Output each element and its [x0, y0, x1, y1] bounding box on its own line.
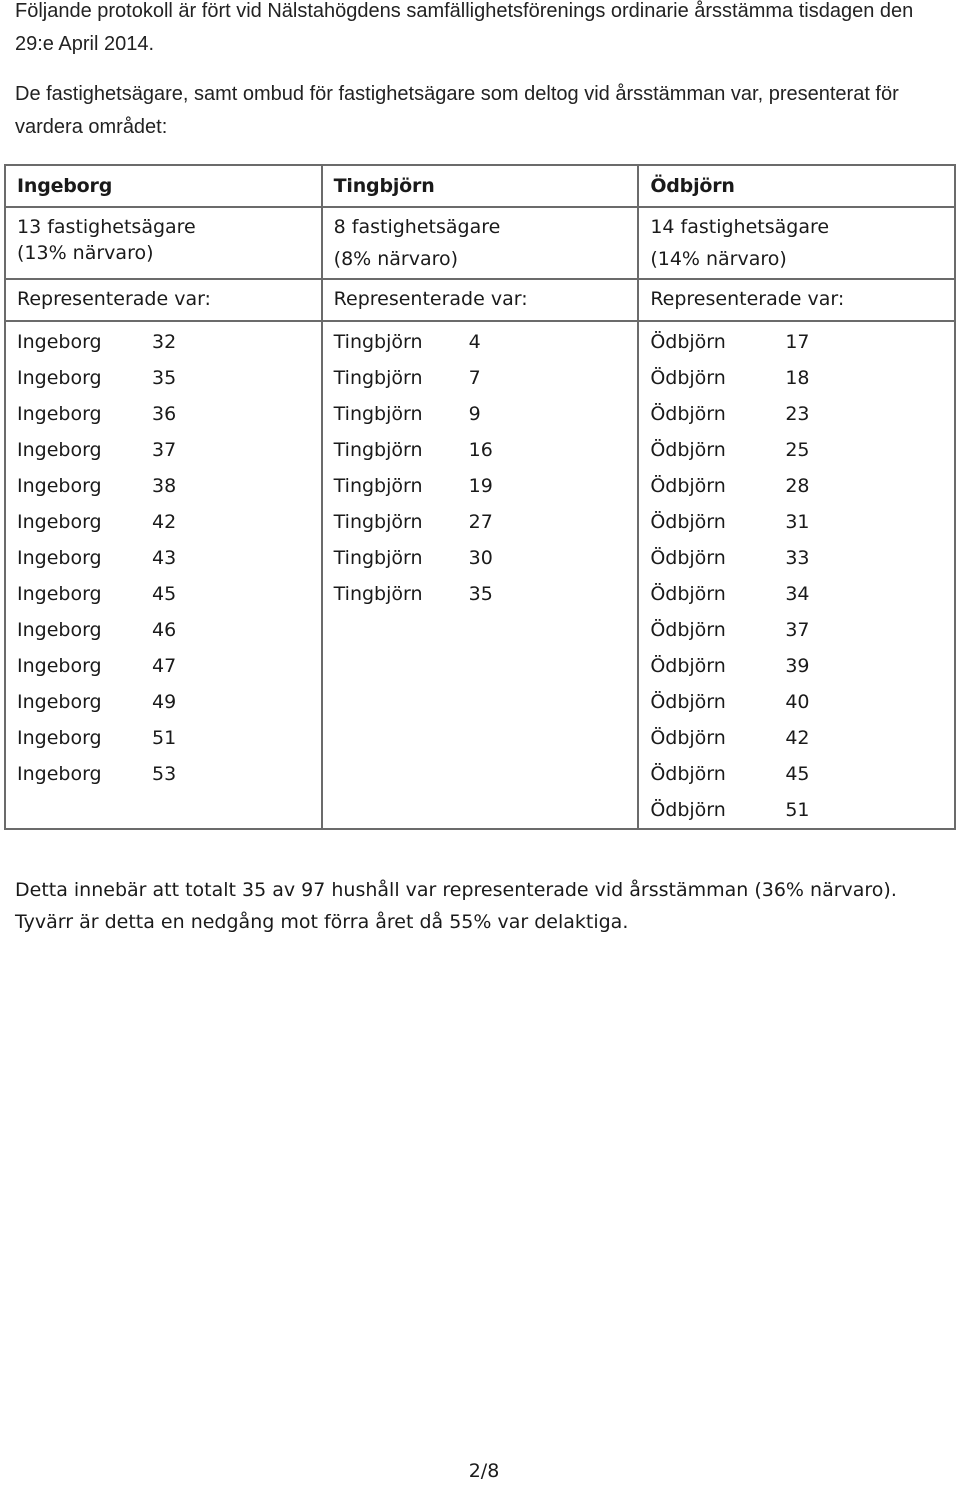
- list-item: [17, 756, 321, 792]
- property-name: Ingeborg: [17, 475, 102, 497]
- property-name: Ödbjörn: [650, 475, 726, 497]
- property-number: 47: [152, 655, 177, 677]
- property-number: 42: [152, 511, 177, 533]
- owner-count-ingeborg: 13 fastighetsägare: [17, 216, 196, 238]
- property-name: Tingbjörn: [333, 583, 423, 605]
- property-number: 28: [785, 475, 810, 497]
- property-name: Ödbjörn: [650, 655, 726, 677]
- property-number: 18: [785, 367, 810, 389]
- list-item: [17, 360, 321, 396]
- property-number: 51: [152, 727, 177, 749]
- property-number: 17: [785, 331, 810, 353]
- list-item: [334, 576, 638, 612]
- property-name: Ingeborg: [17, 655, 102, 677]
- list-item: [650, 468, 954, 504]
- property-number: 30: [468, 547, 493, 569]
- list-item: [334, 504, 638, 540]
- property-name: Tingbjörn: [333, 367, 423, 389]
- represented-label-ingeborg: Representerade var:: [17, 288, 211, 310]
- property-number: 38: [152, 475, 177, 497]
- list-item: [17, 540, 321, 576]
- header-cell-tingbjorn: [322, 165, 639, 207]
- property-number: 39: [785, 655, 810, 677]
- property-name: Ödbjörn: [650, 763, 726, 785]
- owner-count-row: [5, 207, 955, 279]
- property-number: 51: [785, 799, 810, 821]
- property-name: Ödbjörn: [650, 547, 726, 569]
- property-name: Ödbjörn: [650, 403, 726, 425]
- property-name: Ödbjörn: [650, 331, 726, 353]
- property-number: 23: [785, 403, 810, 425]
- list-item: [650, 648, 954, 684]
- property-number: 33: [785, 547, 810, 569]
- list-item: [650, 324, 954, 360]
- list-item: [17, 576, 321, 612]
- property-name: Ingeborg: [17, 439, 102, 461]
- represented-label-tingbjorn: Representerade var:: [333, 288, 528, 310]
- property-number: 9: [468, 403, 481, 425]
- property-number: 45: [785, 763, 810, 785]
- list-item: [334, 396, 638, 432]
- represented-label-row: [5, 279, 955, 321]
- property-name: Ödbjörn: [650, 691, 726, 713]
- list-item: [650, 720, 954, 756]
- property-number: 32: [152, 331, 177, 353]
- property-name: Ödbjörn: [650, 583, 726, 605]
- list-item: [334, 468, 638, 504]
- intro-paragraph-2: De fastighetsägare, samt ombud för fastighetsägare som deltog vid årsstämman var, presenterat för vardera området:: [15, 83, 899, 138]
- property-number: 4: [468, 331, 481, 353]
- property-name: Ingeborg: [17, 331, 102, 353]
- property-list-ingeborg: [17, 324, 321, 792]
- property-list-odbjorn: [650, 324, 954, 828]
- list-item: [17, 468, 321, 504]
- intro-paragraph-1: Följande protokoll är fört vid Nälstahögdens samfällighetsförenings ordinarie årsstämma tisdagen den 29:e April 2014.: [15, 0, 914, 55]
- represented-cell-ingeborg: [5, 279, 322, 321]
- property-name: Tingbjörn: [333, 439, 423, 461]
- property-number: 27: [468, 511, 493, 533]
- property-number: 37: [152, 439, 177, 461]
- property-name: Ingeborg: [17, 547, 102, 569]
- property-name: Tingbjörn: [333, 511, 423, 533]
- property-list-tingbjorn: [334, 324, 638, 612]
- property-number: 53: [152, 763, 177, 785]
- header-cell-ingeborg: [5, 165, 322, 207]
- count-cell-ingeborg: [5, 207, 322, 279]
- header-cell-odbjorn: [638, 165, 955, 207]
- list-item: [650, 792, 954, 828]
- property-name: Ingeborg: [17, 403, 102, 425]
- page-number: 2/8: [468, 1460, 500, 1482]
- list-item: [650, 504, 954, 540]
- property-name: Tingbjörn: [333, 331, 423, 353]
- property-name: Tingbjörn: [333, 475, 423, 497]
- property-number: 36: [152, 403, 177, 425]
- property-number: 45: [152, 583, 177, 605]
- property-name: Ingeborg: [17, 583, 102, 605]
- count-cell-tingbjorn: [322, 207, 639, 279]
- column-header-tingbjorn: Tingbjörn: [333, 175, 435, 197]
- property-number: 40: [785, 691, 810, 713]
- property-number: 43: [152, 547, 177, 569]
- property-number: 19: [468, 475, 493, 497]
- attendance-table: [4, 164, 956, 830]
- list-item: [650, 396, 954, 432]
- represented-cell-odbjorn: [638, 279, 955, 321]
- property-name: Ingeborg: [17, 691, 102, 713]
- list-item: [650, 360, 954, 396]
- property-name: Ingeborg: [17, 763, 102, 785]
- property-name: Ödbjörn: [650, 799, 726, 821]
- list-cell-odbjorn: [638, 321, 955, 829]
- list-item: [17, 720, 321, 756]
- property-number: 25: [785, 439, 810, 461]
- list-item: [650, 432, 954, 468]
- list-cell-tingbjorn: [322, 321, 639, 829]
- property-number: 35: [152, 367, 177, 389]
- property-number: 37: [785, 619, 810, 641]
- list-item: [650, 540, 954, 576]
- property-name: Ingeborg: [17, 511, 102, 533]
- list-item: [334, 324, 638, 360]
- owner-count-odbjorn: 14 fastighetsägare: [650, 216, 830, 238]
- property-name: Ödbjörn: [650, 439, 726, 461]
- property-number: 16: [468, 439, 493, 461]
- property-number: 7: [468, 367, 481, 389]
- list-item: [650, 576, 954, 612]
- list-item: [17, 684, 321, 720]
- property-number: 31: [785, 511, 810, 533]
- property-name: Ödbjörn: [650, 511, 726, 533]
- list-item: [334, 540, 638, 576]
- list-item: [17, 648, 321, 684]
- list-item: [17, 432, 321, 468]
- list-item: [17, 612, 321, 648]
- property-name: Ödbjörn: [650, 727, 726, 749]
- property-list-row: [5, 321, 955, 829]
- table-header-row: [5, 165, 955, 207]
- property-name: Ingeborg: [17, 367, 102, 389]
- property-number: 34: [785, 583, 810, 605]
- property-name: Ödbjörn: [650, 367, 726, 389]
- attendance-ingeborg: (13% närvaro): [17, 242, 154, 264]
- column-header-ingeborg: Ingeborg: [17, 175, 113, 197]
- property-name: Ingeborg: [17, 727, 102, 749]
- list-cell-ingeborg: [5, 321, 322, 829]
- property-number: 46: [152, 619, 177, 641]
- list-item: [17, 324, 321, 360]
- property-number: 35: [468, 583, 493, 605]
- attendance-odbjorn: (14% närvaro): [650, 248, 787, 270]
- represented-cell-tingbjorn: [322, 279, 639, 321]
- summary-paragraph: Detta innebär att totalt 35 av 97 hushåll var representerade vid årsstämman (36% närvaro). Tyvärr är detta en nedgång mot förra året då 55% var delaktiga.: [15, 879, 897, 933]
- list-item: [650, 612, 954, 648]
- list-item: [17, 396, 321, 432]
- list-item: [334, 360, 638, 396]
- property-name: Ingeborg: [17, 619, 102, 641]
- property-name: Tingbjörn: [333, 547, 423, 569]
- attendance-tingbjorn: (8% närvaro): [333, 248, 459, 270]
- owner-count-tingbjorn: 8 fastighetsägare: [333, 216, 501, 238]
- list-item: [17, 504, 321, 540]
- list-item: [650, 756, 954, 792]
- property-name: Tingbjörn: [333, 403, 423, 425]
- list-item: [650, 684, 954, 720]
- column-header-odbjorn: Ödbjörn: [650, 175, 735, 197]
- list-item: [334, 432, 638, 468]
- property-name: Ödbjörn: [650, 619, 726, 641]
- property-number: 49: [152, 691, 177, 713]
- property-number: 42: [785, 727, 810, 749]
- represented-label-odbjorn: Representerade var:: [650, 288, 845, 310]
- count-cell-odbjorn: [638, 207, 955, 279]
